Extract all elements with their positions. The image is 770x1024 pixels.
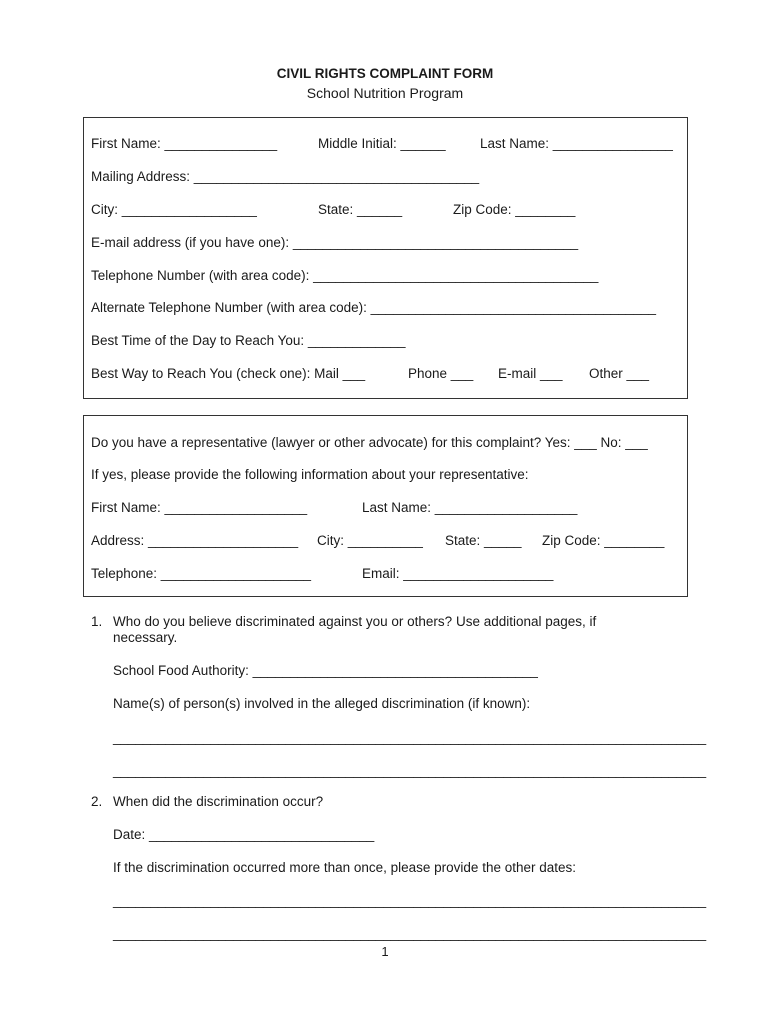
- rep-last-name-field[interactable]: Last Name: ___________________: [362, 500, 578, 515]
- telephone-field[interactable]: Telephone Number (with area code): ______________________________________: [91, 268, 599, 283]
- question-2-number: 2.: [91, 794, 103, 809]
- persons-involved-line-1[interactable]: _______________________________________________________________________________: [113, 730, 707, 745]
- state-field[interactable]: State: ______: [318, 202, 403, 217]
- complainant-info-box: [83, 117, 688, 399]
- discrimination-date-field[interactable]: Date: ______________________________: [113, 827, 375, 842]
- best-way-mail-option[interactable]: Best Way to Reach You (check one): Mail ___: [91, 366, 366, 381]
- question-1-text-cont: necessary.: [113, 630, 178, 645]
- representative-question[interactable]: Do you have a representative (lawyer or other advocate) for this complaint? Yes: ___ No: ___: [91, 435, 648, 450]
- rep-email-field[interactable]: Email: ____________________: [362, 566, 554, 581]
- alt-telephone-field[interactable]: Alternate Telephone Number (with area code): ______________________________________: [91, 300, 656, 315]
- rep-state-field[interactable]: State: _____: [445, 533, 522, 548]
- best-way-phone-option[interactable]: Phone ___: [408, 366, 474, 381]
- mailing-address-field[interactable]: Mailing Address: ______________________________________: [91, 169, 480, 184]
- page-title: CIVIL RIGHTS COMPLAINT FORM: [276, 66, 494, 81]
- persons-involved-label: Name(s) of person(s) involved in the alleged discrimination (if known):: [113, 696, 531, 711]
- rep-telephone-field[interactable]: Telephone: ____________________: [91, 566, 311, 581]
- last-name-field[interactable]: Last Name: ________________: [480, 136, 673, 151]
- first-name-field[interactable]: First Name: _______________: [91, 136, 278, 151]
- middle-initial-field[interactable]: Middle Initial: ______: [318, 136, 446, 151]
- persons-involved-line-2[interactable]: _______________________________________________________________________________: [113, 763, 707, 778]
- question-2-text: When did the discrimination occur?: [113, 794, 324, 809]
- other-dates-line-1[interactable]: _______________________________________________________________________________: [113, 893, 707, 908]
- question-1-text: Who do you believe discriminated against you or others? Use additional pages, if: [113, 614, 597, 629]
- question-1-number: 1.: [91, 614, 103, 629]
- best-way-email-option[interactable]: E-mail ___: [498, 366, 563, 381]
- representative-instructions: If yes, please provide the following information about your representative:: [91, 467, 529, 482]
- zip-code-field[interactable]: Zip Code: ________: [453, 202, 576, 217]
- rep-address-field[interactable]: Address: ____________________: [91, 533, 299, 548]
- best-way-other-option[interactable]: Other ___: [589, 366, 650, 381]
- city-field[interactable]: City: __________________: [91, 202, 257, 217]
- best-time-field[interactable]: Best Time of the Day to Reach You: _____________: [91, 333, 406, 348]
- rep-zip-code-field[interactable]: Zip Code: ________: [542, 533, 665, 548]
- page-number: 1: [381, 944, 389, 959]
- rep-city-field[interactable]: City: __________: [317, 533, 423, 548]
- other-dates-line-2[interactable]: _______________________________________________________________________________: [113, 926, 707, 941]
- school-food-authority-field[interactable]: School Food Authority: ______________________________________: [113, 663, 538, 678]
- other-dates-label: If the discrimination occurred more than once, please provide the other dates:: [113, 860, 577, 875]
- page-subtitle: School Nutrition Program: [306, 85, 464, 101]
- email-field[interactable]: E-mail address (if you have one): ______________________________________: [91, 235, 579, 250]
- rep-first-name-field[interactable]: First Name: ___________________: [91, 500, 308, 515]
